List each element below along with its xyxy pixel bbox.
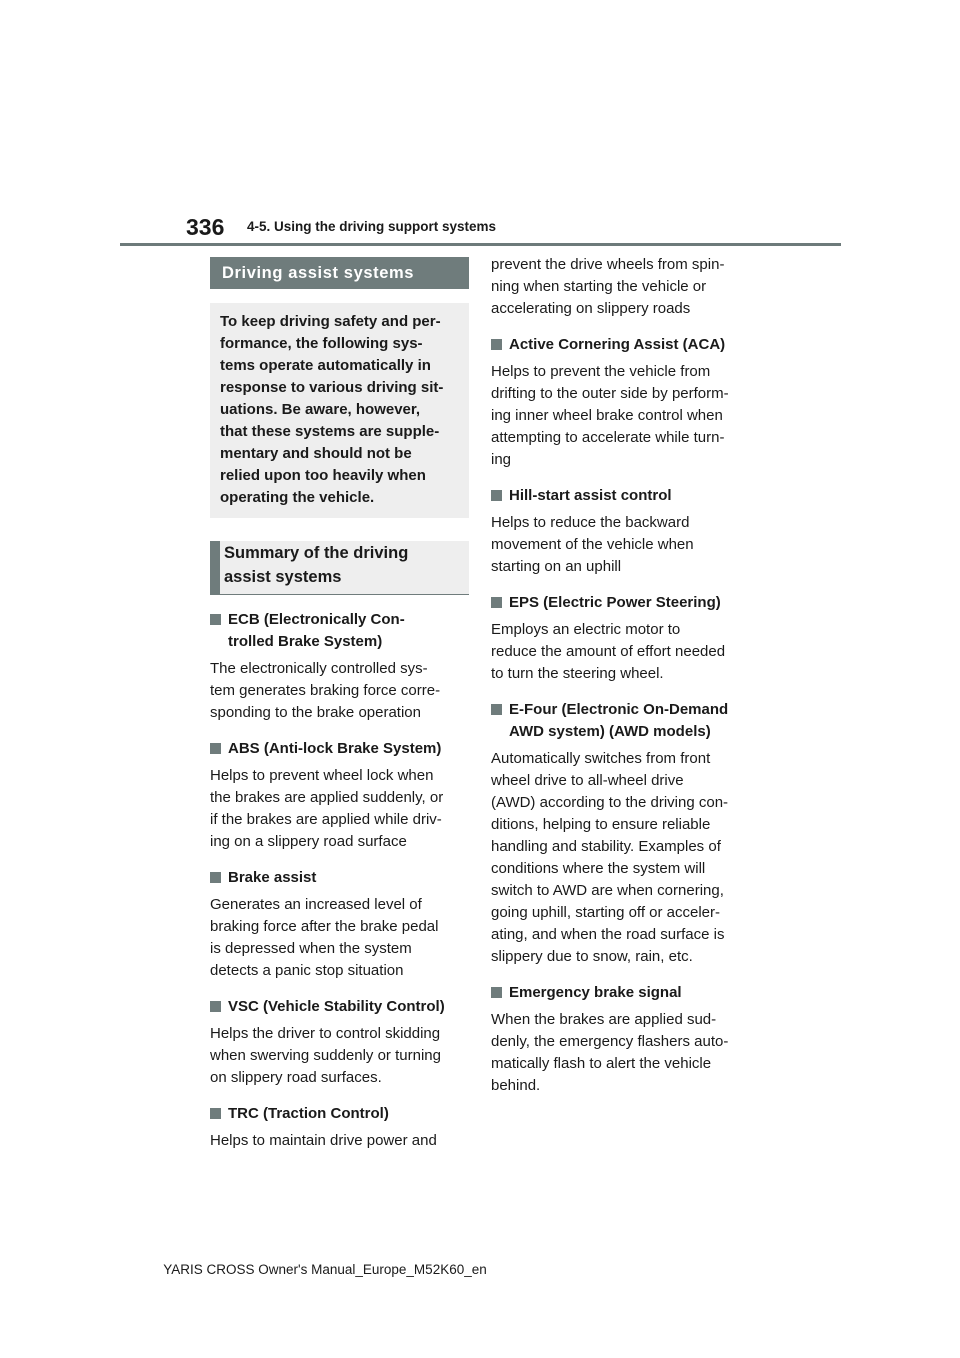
feature-description: Helps to maintain drive power and: [210, 1132, 437, 1149]
intro-line: that these systems are supple-: [220, 423, 440, 440]
feature-title: Emergency brake signal: [509, 984, 682, 1001]
feature-title: VSC (Vehicle Stability Control): [228, 998, 445, 1015]
intro-line: operating the vehicle.: [220, 489, 375, 506]
feature-title: ECB (Electronically Con- trolled Brake System): [228, 611, 405, 650]
square-bullet-icon: [491, 339, 502, 350]
intro-line: relied upon too heavily when: [220, 467, 426, 484]
square-bullet-icon: [210, 743, 221, 754]
header-rule: [120, 243, 841, 246]
intro-line: mentary and should not be: [220, 445, 412, 462]
right-column: [491, 254, 753, 1097]
left-column: [210, 257, 469, 1152]
feature-title: Brake assist: [228, 869, 317, 886]
feature-description: When the brakes are applied sud- denly, the emergency flashers auto- matically flash to alert the vehicle behind.: [491, 1011, 729, 1094]
feature-description: Helps to prevent the vehicle from drifting to the outer side by perform- ing inner wheel brake control when attempting to accelerate while turn- ing: [491, 363, 729, 468]
feature-item-vsc: [210, 996, 469, 1089]
sub-heading-line: Summary of the driving: [224, 544, 409, 562]
square-bullet-icon: [491, 597, 502, 608]
intro-line: To keep driving safety and per-: [220, 313, 441, 330]
feature-description: Employs an electric motor to reduce the amount of effort needed to turn the steering wheel.: [491, 621, 726, 682]
feature-item-hill-start: [491, 485, 753, 578]
sub-heading: [210, 541, 469, 595]
square-bullet-icon: [210, 872, 221, 883]
intro-box: [210, 303, 469, 518]
feature-description: Helps to reduce the backward movement of the vehicle when starting on an uphill: [491, 514, 694, 575]
square-bullet-icon: [210, 1001, 221, 1012]
feature-description: Generates an increased level of braking force after the brake pedal is depressed when the system detects a panic stop situation: [210, 896, 439, 979]
intro-line: tems operate automatically in: [220, 357, 431, 374]
intro-line: response to various driving sit-: [220, 379, 444, 396]
square-bullet-icon: [210, 1108, 221, 1119]
feature-title: EPS (Electric Power Steering): [509, 594, 721, 611]
feature-description: The electronically controlled sys- tem generates braking force corre- sponding to the brake operation: [210, 660, 441, 721]
feature-description: Helps to prevent wheel lock when the brakes are applied suddenly, or if the brakes are applied while driv- ing on a slippery road surface: [210, 767, 444, 850]
feature-title: ABS (Anti-lock Brake System): [228, 740, 442, 757]
feature-item-e-four: [491, 699, 753, 968]
feature-title: E-Four (Electronic On-Demand AWD system) (AWD models): [509, 701, 729, 740]
square-bullet-icon: [491, 987, 502, 998]
feature-title: TRC (Traction Control): [228, 1105, 389, 1122]
intro-line: uations. Be aware, however,: [220, 401, 421, 418]
intro-line: formance, the following sys-: [220, 335, 423, 352]
main-heading: Driving assist systems: [210, 257, 469, 289]
footer-manual-id: YARIS CROSS Owner's Manual_Europe_M52K60_en: [163, 1262, 487, 1277]
feature-item-emergency-brake-signal: [491, 982, 753, 1097]
trc-continuation: prevent the drive wheels from spin- ning when starting the vehicle or accelerating on slippery roads: [491, 256, 725, 317]
feature-item-trc: [210, 1103, 469, 1152]
page-number: 336: [186, 214, 225, 240]
square-bullet-icon: [491, 704, 502, 715]
feature-item-abs: [210, 738, 469, 853]
sub-heading-line: assist systems: [224, 567, 342, 586]
feature-description: Helps the driver to control skidding when swerving suddenly or turning on slippery road surfaces.: [210, 1025, 441, 1086]
square-bullet-icon: [491, 490, 502, 501]
feature-item-brake-assist: [210, 867, 469, 982]
feature-title: Active Cornering Assist (ACA): [509, 336, 726, 353]
feature-description: Automatically switches from front wheel drive to all-wheel drive (AWD) according to the driving con- ditions, helping to ensure reliable handling and stability. Examples of conditions where the system will switch to AWD are when cornering, going uphill, starting off or acceler- ating, and when the road surface is slippery due to snow, rain, etc.: [491, 750, 729, 965]
feature-item-ecb: [210, 609, 469, 724]
feature-title: Hill-start assist control: [509, 487, 672, 504]
square-bullet-icon: [210, 614, 221, 625]
section-title: 4-5. Using the driving support systems: [247, 219, 497, 234]
feature-item-eps: [491, 592, 753, 685]
feature-item-aca: [491, 334, 753, 471]
